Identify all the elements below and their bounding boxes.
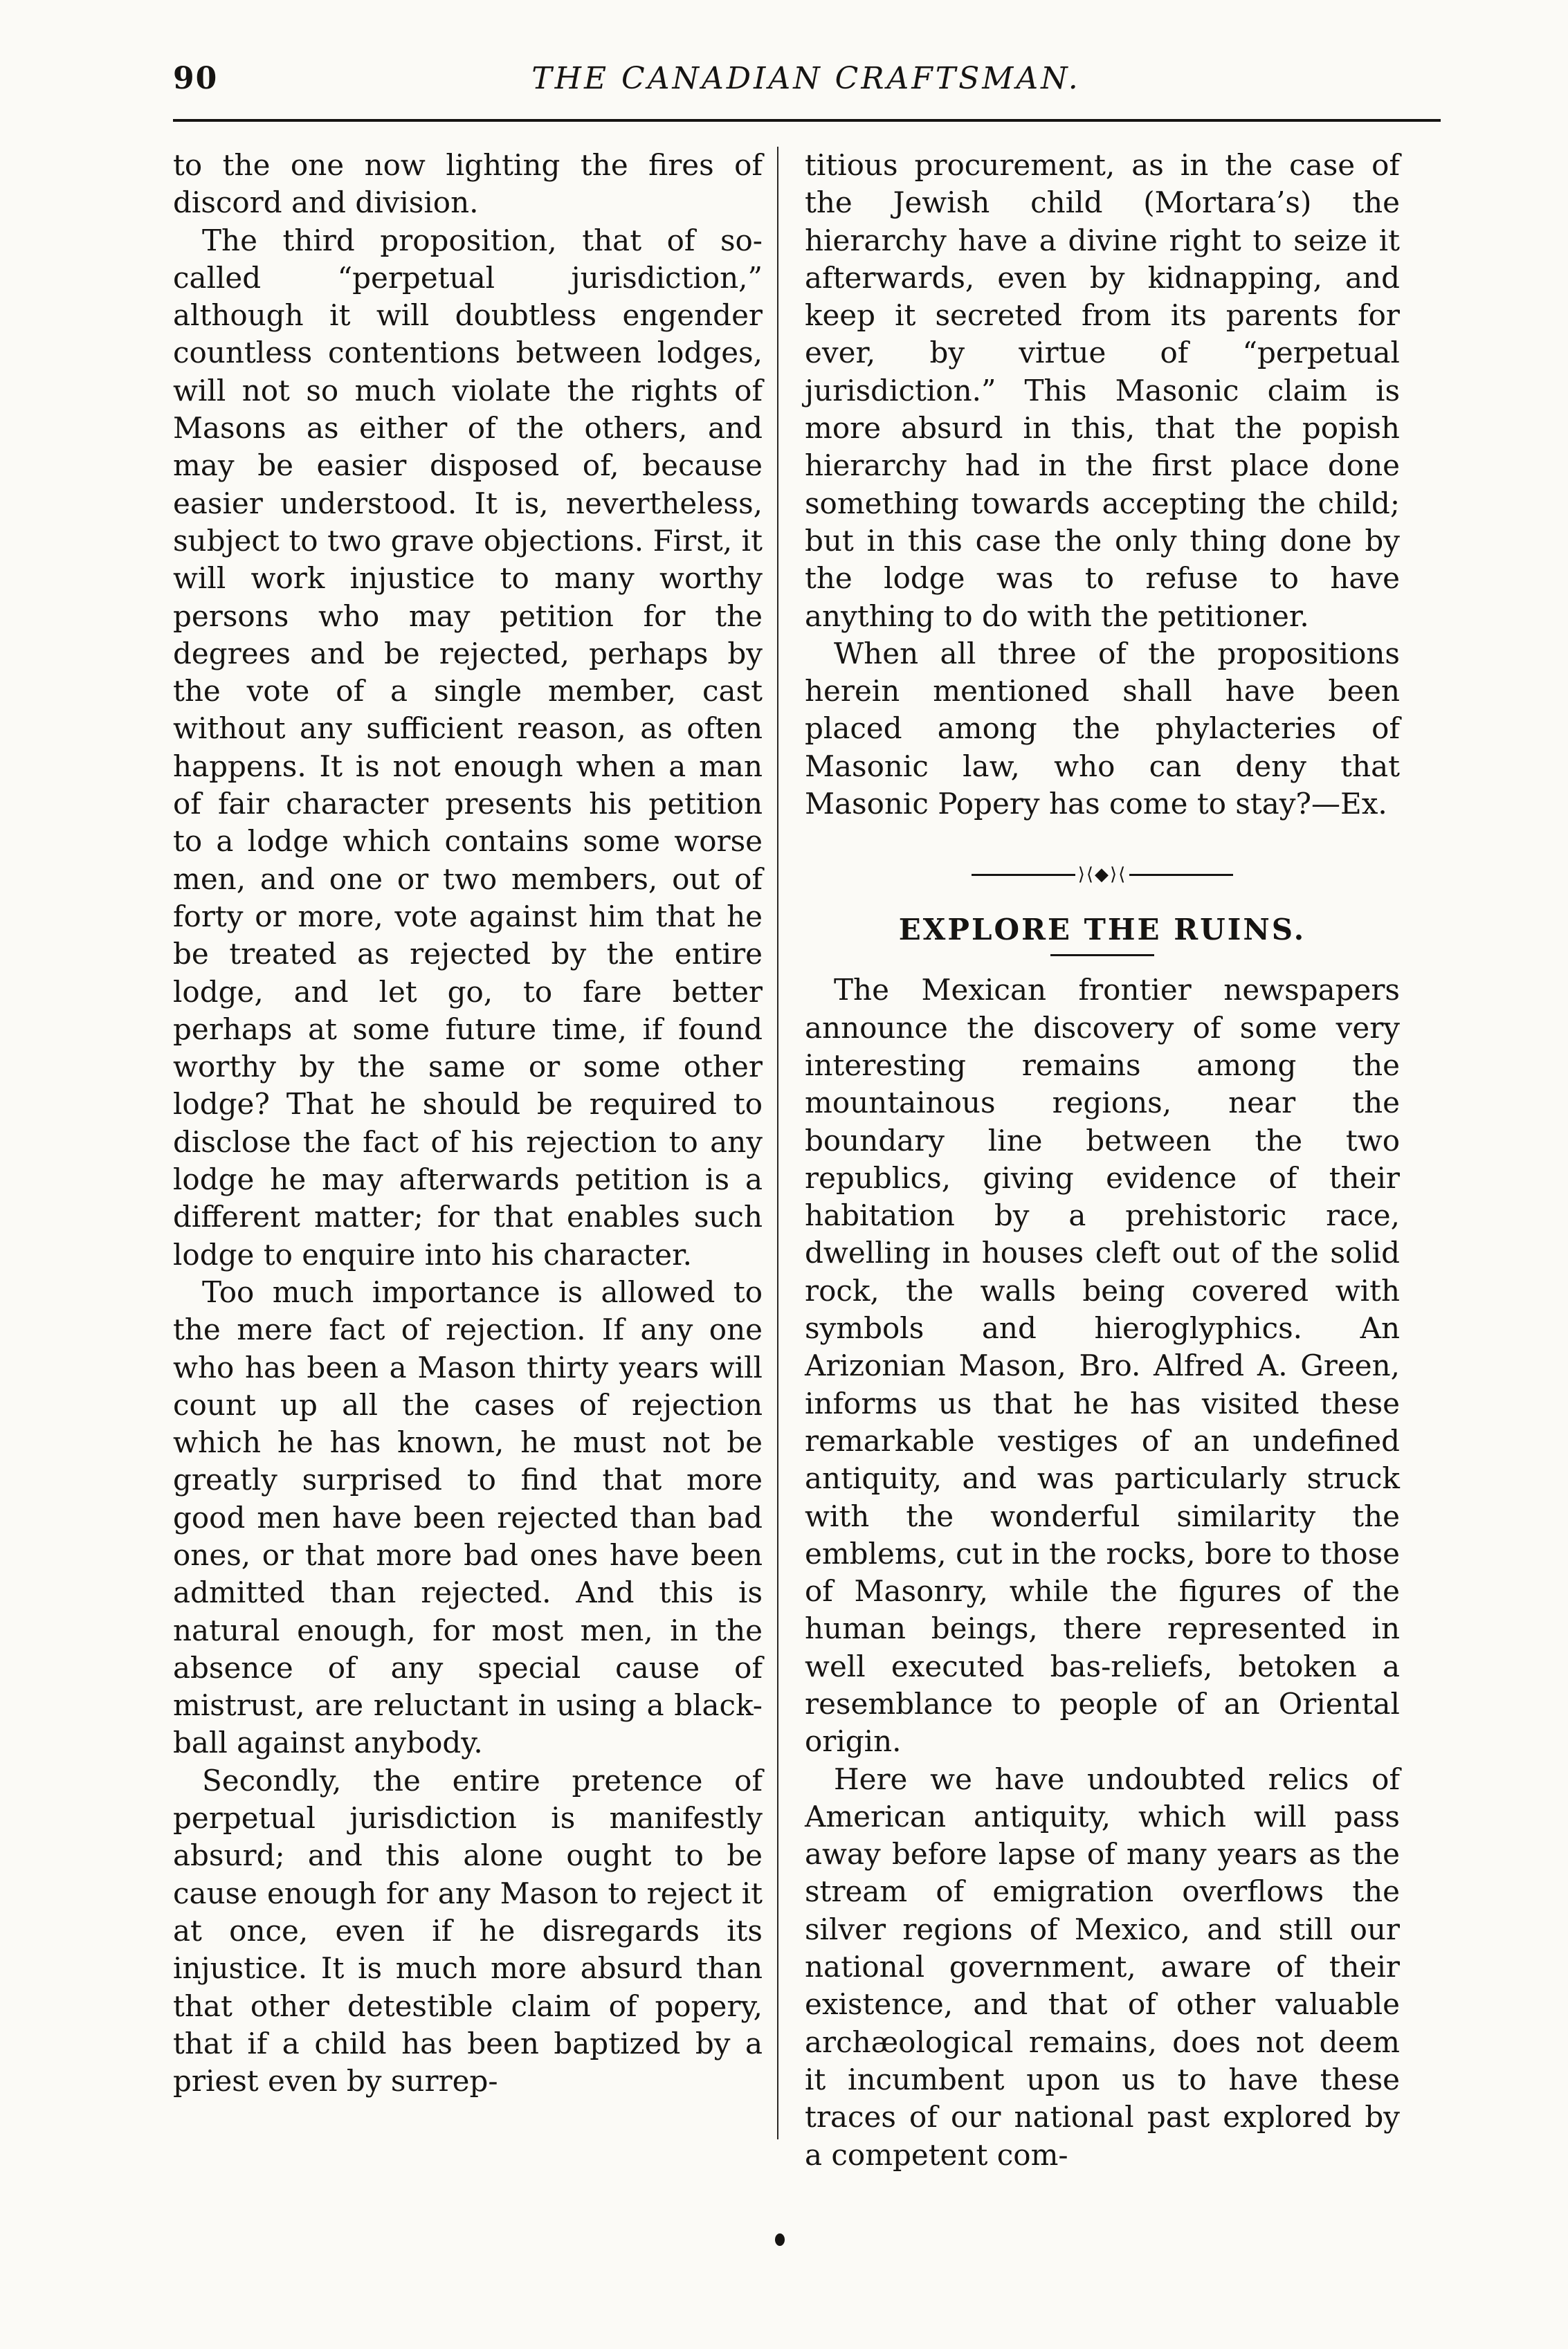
paragraph: Secondly, the entire pretence of perpetual jurisdiction is manifestly absurd; and this alone ought to be cause enough for any Mason to reject it at once, even if he disregards its injustice. It is much more absurd than that other detestible claim of popery, that if a child has been baptized by a priest even by surrep-	[173, 1763, 763, 2099]
paragraph: Here we have undoubted relics of American antiquity, which will pass away before lapse of many years as the stream of emigration overflows the silver regions of Mexico, and still our national government, aware of their existence, and that of other valuable archæological remains, does not deem it incumbent upon us to have these traces of our national past explored by a competent com-	[805, 1762, 1400, 2172]
paragraph: Too much importance is allowed to the mere fact of rejection. If any one who has been a Mason thirty years will count up all the cases of rejection which he has known, he must not be greatly surprised to find that more good men have been rejected than bad ones, or that more bad ones have been admitted than rejected. And this is natural enough, for most men, in the absence of any special cause of mistrust, are reluctant in using a black-ball against anybody.	[173, 1274, 763, 1760]
ornament-rule	[972, 874, 1075, 876]
page-number: 90	[173, 61, 219, 96]
section-ornament	[805, 860, 1400, 888]
ornament-glyph: ⟩⟨◆⟩⟨	[1077, 864, 1127, 886]
footer-mark	[775, 2233, 785, 2246]
left-column	[173, 147, 763, 2100]
ornament-rule	[1129, 874, 1233, 876]
paragraph: to the one now lighting the fires of discord and division.	[173, 148, 763, 220]
paragraph: The third proposition, that of so-called “perpetual jurisdiction,” although it will doubtless engender countless contentions between lodges, will not so much violate the rights of Masons as either of the others, and may be easier disposed of, because easier understood. It is, nevertheless, subject to two grave objections. First, it will work injustice to many worthy persons who may petition for the degrees and be rejected, perhaps by the vote of a single member, cast without any sufficient reason, as often happens. It is not enough when a man of fair character presents his petition to a lodge which contains some worse men, and one or two members, out of forty or more, vote against him that he be treated as rejected by the entire lodge, and let go, to fare better perhaps at some future time, if found worthy by the same or some other lodge? That he should be required to disclose the fact of his rejection to any lodge he may afterwards petition is a different matter; for that enables such lodge to enquire into his character.	[173, 223, 763, 1272]
running-title: THE CANADIAN CRAFTSMAN.	[531, 61, 1081, 96]
paragraph: titious procurement, as in the case of the Jewish child (Mortara’s) the hierarchy have a divine right to seize it afterwards, even by kidnapping, and keep it secreted from its parents for ever, by virtue of “perpetual jurisdiction.” This Masonic claim is more absurd in this, that the popish hierarchy had in the first place done something towards accepting the child; but in this case the only thing done by the lodge was to refuse to have anything to do with the petitioner.	[805, 148, 1400, 633]
column-divider	[777, 147, 778, 2139]
header-rule	[173, 119, 1441, 122]
section-title: EXPLORE THE RUINS.	[898, 913, 1306, 947]
paragraph: The Mexican frontier newspapers announce the discovery of some very interesting remains among the mountainous regions, near the boundary line between the two republics, giving evidence of their habitation by a prehistoric race, dwelling in houses cleft out of the solid rock, the walls being covered with symbols and hieroglyphics. An Arizonian Mason, Bro. Alfred A. Green, informs us that he has visited these remarkable vestiges of an undefined antiquity, and was particularly struck with the wonderful similarity the emblems, cut in the rocks, bore to those of Masonry, while the figures of the human beings, there represented in well executed bas-reliefs, betoken a resemblance to people of an Oriental origin.	[805, 973, 1400, 1759]
right-column	[805, 147, 1400, 2174]
title-rule	[1050, 954, 1154, 956]
paragraph: When all three of the propositions herein mentioned shall have been placed among the phylacteries of Masonic law, who can deny that Masonic Popery has come to stay?—Ex.	[805, 636, 1400, 821]
page-header	[173, 61, 1439, 109]
